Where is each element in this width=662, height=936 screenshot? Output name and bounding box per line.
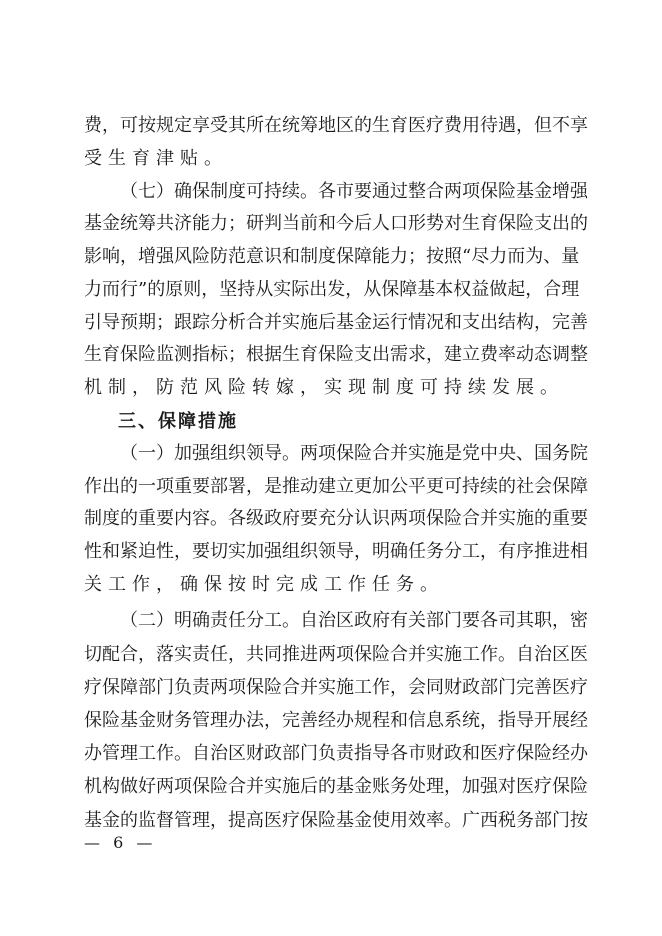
text-line: 疗保障部门负责两项保险合并实施工作，会同财政部门完善医疗 <box>84 677 588 698</box>
text-line: 力而行”的原则，坚持从实际出发，从保障基本权益做起，合理 <box>84 279 580 300</box>
text-line: 办管理工作。自治区财政部门负责指导各市财政和医疗保险经办 <box>84 743 588 764</box>
text-line: 性和紧迫性，要切实加强组织领导，明确任务分工，有序推进相 <box>84 541 588 562</box>
text-line: 切配合，落实责任，共同推进两项保险合并实施工作。自治区医 <box>84 644 588 665</box>
text-line: 影响，增强风险防范意识和制度保障能力；按照“尽力而为、量 <box>84 246 580 267</box>
text-line: 基金统筹共济能力；研判当前和今后人口形势对生育保险支出的 <box>84 213 588 234</box>
text-line: 关工作，确保按时完成工作任务。 <box>84 574 444 595</box>
text-line: 受生育津贴。 <box>84 148 228 169</box>
text-line: （二）明确责任分工。自治区政府有关部门要各司其职，密 <box>120 610 588 631</box>
text-line: 作出的一项重要部署，是推动建立更加公平更可持续的社会保障 <box>84 476 588 497</box>
text-line: （一）加强组织领导。两项保险合并实施是党中央、国务院 <box>120 443 588 464</box>
text-line: 保险基金财务管理办法，完善经办规程和信息系统，指导开展经 <box>84 710 588 731</box>
text-line: 生育保险监测指标；根据生育保险支出需求，建立费率动态调整 <box>84 344 588 365</box>
text-line: 基金的监督管理，提高医疗保险基金使用效率。广西税务部门按 <box>84 810 588 831</box>
page-number: — 6 — <box>84 833 157 852</box>
text-line: 机构做好两项保险合并实施后的基金账务处理，加强对医疗保险 <box>84 776 588 797</box>
text-line: 机制，防范风险转嫁，实现制度可持续发展。 <box>84 377 564 398</box>
text-line: 制度的重要内容。各级政府要充分认识两项保险合并实施的重要 <box>84 508 588 529</box>
section-heading: 三、保障措施 <box>118 411 238 432</box>
text-line: 费，可按规定享受其所在统筹地区的生育医疗费用待遇，但不享 <box>84 115 588 136</box>
text-line: （七）确保制度可持续。各市要通过整合两项保险基金增强 <box>120 181 588 202</box>
text-line: 引导预期；跟踪分析合并实施后基金运行情况和支出结构，完善 <box>84 312 588 333</box>
